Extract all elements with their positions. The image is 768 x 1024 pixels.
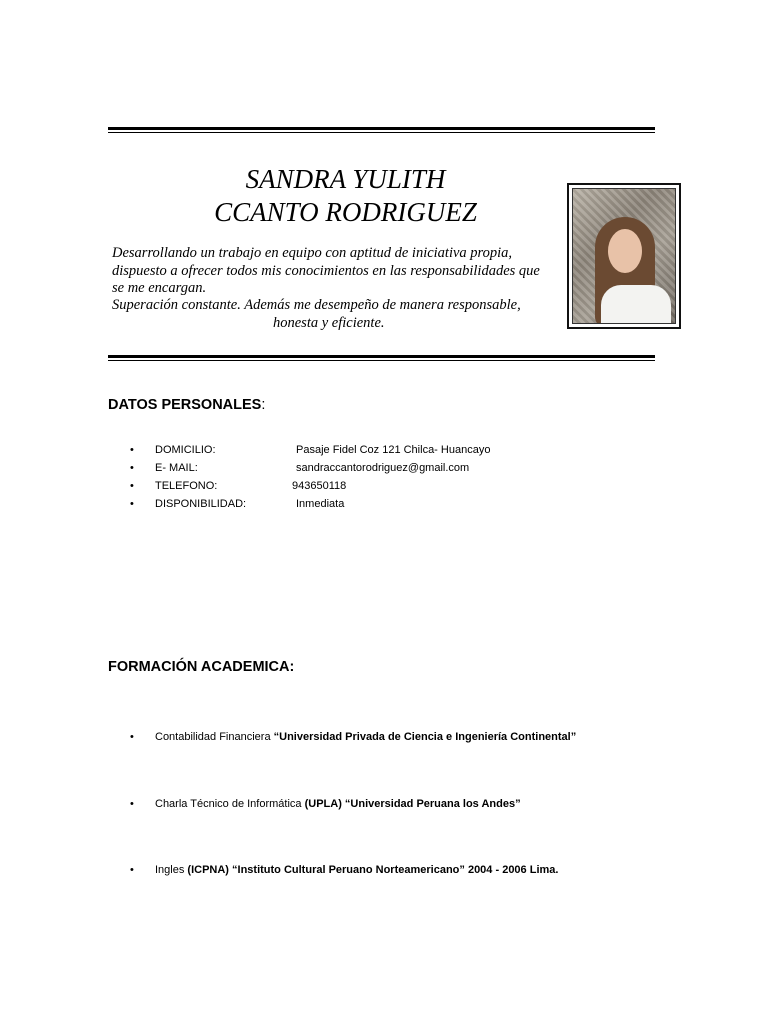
field-label: TELEFONO: xyxy=(155,480,218,492)
bullet: • xyxy=(130,480,134,492)
bullet: • xyxy=(130,444,134,456)
rule-thick-line xyxy=(108,355,655,358)
academic-item-course: Ingles xyxy=(155,864,188,876)
academic-item-text xyxy=(155,730,576,744)
field-label: E- MAIL: xyxy=(155,462,198,474)
field-value: Pasaje Fidel Coz 121 Chilca- Huancayo xyxy=(296,444,491,456)
name-first: SANDRA YULITH xyxy=(245,164,446,194)
bullet: • xyxy=(130,864,134,876)
profile-photo-image xyxy=(572,188,676,324)
bullet: • xyxy=(130,462,134,474)
academic-item-institution: “Universidad Privada de Ciencia e Ingeniería Continental” xyxy=(273,731,577,743)
academic-item-course: Contabilidad Financiera xyxy=(155,731,274,743)
field-label: DISPONIBILIDAD: xyxy=(155,498,247,510)
rule-thin-line xyxy=(108,360,655,361)
section-heading-personal xyxy=(108,396,265,414)
bullet: • xyxy=(130,731,134,743)
name-last: CCANTO RODRIGUEZ xyxy=(214,197,477,227)
photo-face-shape xyxy=(608,229,642,273)
rule-thin-line xyxy=(108,132,655,133)
photo-shirt-shape xyxy=(601,285,671,324)
heading-text: DATOS PERSONALES xyxy=(108,397,262,413)
academic-item-text xyxy=(155,863,558,877)
field-value: 943650118 xyxy=(292,480,347,492)
field-label: DOMICILIO: xyxy=(155,444,216,456)
summary-line-2: dispuesto a ofrecer todos mis conocimientos en las responsabilidades que xyxy=(112,263,540,279)
profile-photo xyxy=(567,183,681,329)
academic-item-course: Charla Técnico de Informática xyxy=(155,798,305,810)
bullet: • xyxy=(130,798,134,810)
field-value: Inmediata xyxy=(296,498,345,510)
summary-line-1: Desarrollando un trabajo en equipo con aptitud de iniciativa propia, xyxy=(112,245,513,261)
header-top-rule xyxy=(108,127,655,134)
heading-colon: : xyxy=(261,397,266,413)
rule-thick-line xyxy=(108,127,655,130)
academic-item-institution: (ICPNA) “Instituto Cultural Peruano Norteamericano” 2004 - 2006 Lima. xyxy=(187,864,559,876)
bullet: • xyxy=(130,498,134,510)
academic-item-institution: (UPLA) “Universidad Peruana los Andes” xyxy=(304,798,521,810)
section-heading-academic: FORMACIÓN ACADEMICA: xyxy=(108,659,295,675)
summary-line-5: honesta y eficiente. xyxy=(273,315,385,331)
header-bottom-rule xyxy=(108,355,655,362)
field-value: sandraccantorodriguez@gmail.com xyxy=(296,462,470,474)
summary-line-3: se me encargan. xyxy=(112,280,207,296)
academic-item-text xyxy=(155,797,521,811)
summary-line-4: Superación constante. Además me desempeño de manera responsable, xyxy=(112,297,521,313)
